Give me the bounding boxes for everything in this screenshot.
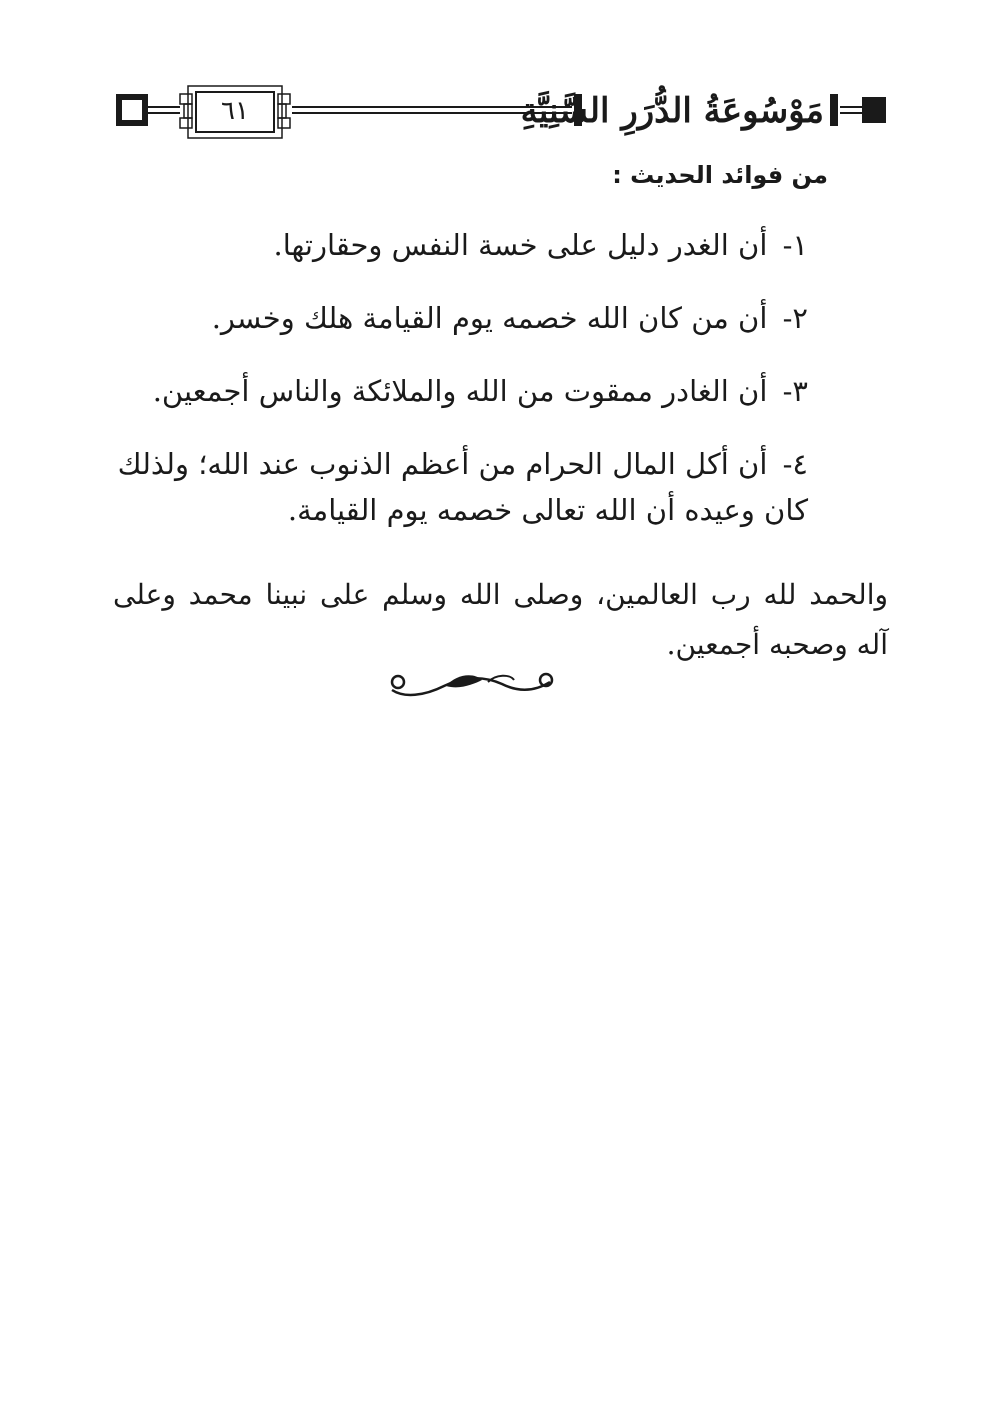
left-square-icon bbox=[119, 97, 145, 123]
item-number: ٣- bbox=[782, 374, 808, 408]
page-header bbox=[0, 0, 1004, 160]
list-item bbox=[108, 368, 808, 414]
list-item bbox=[108, 222, 808, 268]
item-number: ١- bbox=[782, 228, 808, 262]
item-text: أن الغدر دليل على خسة النفس وحقارتها. bbox=[273, 228, 768, 262]
item-text: أن من كان الله خصمه يوم القيامة هلك وخسر. bbox=[211, 301, 768, 335]
right-square-icon bbox=[862, 97, 886, 123]
closing-paragraph: والحمد لله رب العالمين، وصلى الله وسلم على نبينا محمد وعلى آله وصحبه أجمعين. bbox=[113, 578, 888, 661]
series-title-logo: مَوْسُوعَةُ الدُّرَرِ السَّنِيَّةِ bbox=[520, 91, 824, 131]
item-number: ٤- bbox=[782, 447, 808, 481]
item-number: ٢- bbox=[782, 301, 808, 335]
list-item bbox=[108, 295, 808, 341]
floral-divider-icon bbox=[384, 668, 560, 702]
benefits-list bbox=[108, 222, 808, 560]
page-number: ٦١ bbox=[221, 96, 249, 126]
list-item bbox=[108, 441, 808, 533]
section-heading: من فوائد الحديث : bbox=[612, 161, 828, 189]
item-text: أن الغادر ممقوت من الله والملائكة والناس أجمعين. bbox=[152, 374, 768, 408]
item-text: أن أكل المال الحرام من أعظم الذنوب عند الله؛ ولذلك كان وعيده أن الله تعالى خصمه يوم القيامة. bbox=[117, 447, 808, 527]
header-frame bbox=[0, 0, 1004, 160]
